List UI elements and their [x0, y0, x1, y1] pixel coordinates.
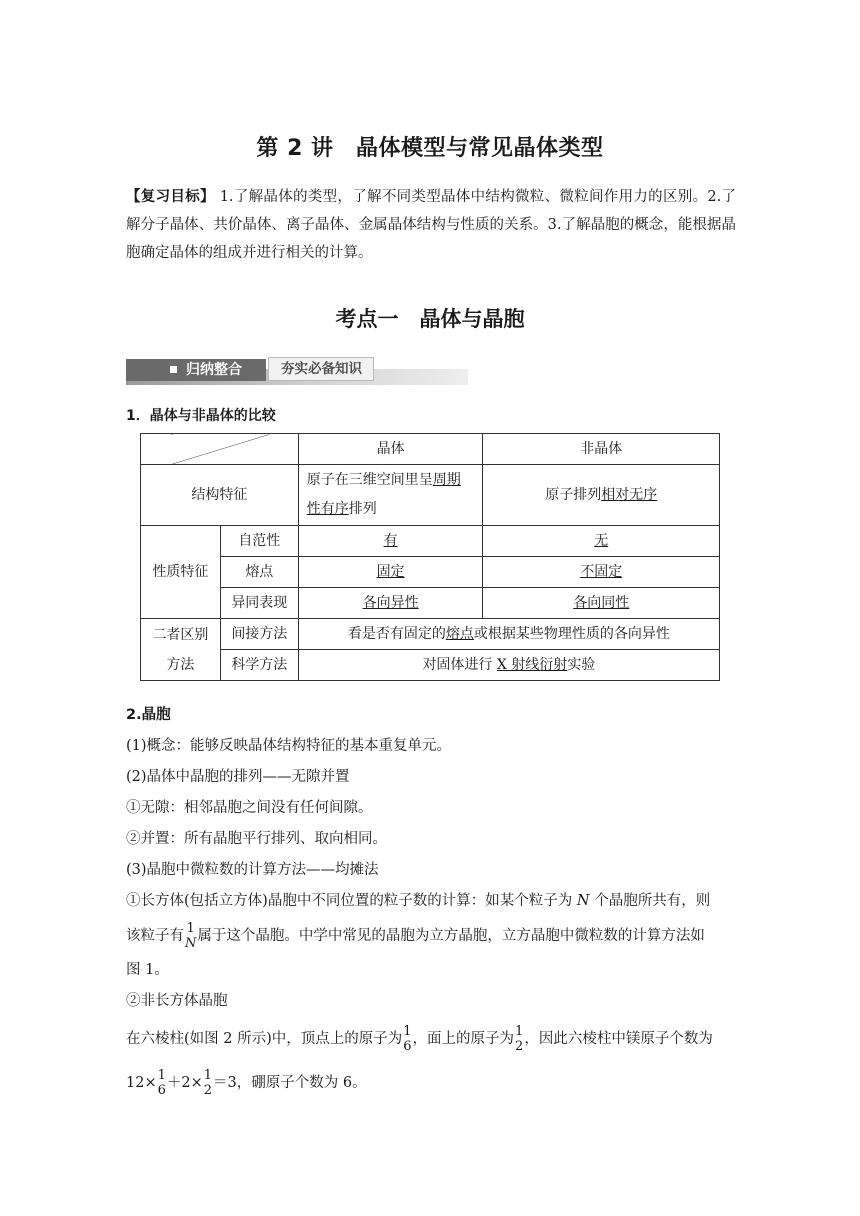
m1-label: 间接方法	[220, 619, 298, 650]
p3-crystal: 各向异性	[298, 588, 483, 619]
fraction: 1 2	[515, 1024, 524, 1054]
p1-crystal: 有	[298, 526, 483, 557]
fraction: 1 6	[403, 1024, 412, 1054]
banner-light-label: 夯实必备知识	[268, 357, 374, 381]
p2-label: 熔点	[220, 557, 298, 588]
table-row	[141, 465, 720, 526]
paragraph: 图 1。	[126, 962, 169, 978]
p3-label: 异同表现	[220, 588, 298, 619]
paragraph: 该粒子有 1 N 属于这个晶胞。中学中常见的晶胞为立方晶胞，立方晶胞中微粒数的计算方法如	[126, 921, 705, 951]
banner-dark-text: 归纳整合	[186, 362, 242, 378]
comparison-table	[140, 433, 720, 681]
m1-content: 看是否有固定的熔点或根据某些物理性质的各向异性	[298, 619, 719, 650]
fraction: 1 6	[157, 1068, 166, 1098]
table-row	[141, 557, 720, 588]
col-amorphous: 非晶体	[483, 434, 720, 465]
p2-amorphous: 不固定	[483, 557, 720, 588]
structure-amorphous: 原子排列相对无序	[483, 465, 720, 526]
diagonal-header-cell	[141, 434, 299, 465]
paragraph: 在六棱柱(如图 2 所示)中，顶点上的原子为 1 6 ，面上的原子为 1 2 ，因此六棱柱中镁原子个数为	[126, 1024, 713, 1054]
paragraph: ②非长方体晶胞	[126, 993, 228, 1009]
table-row	[141, 526, 720, 557]
paragraph: (3)晶胞中微粒数的计算方法——均摊法	[126, 862, 379, 878]
p1-label: 自范性	[220, 526, 298, 557]
paragraph: ①长方体(包括立方体)晶胞中不同位置的粒子数的计算：如某个粒子为 N 个晶胞所共有，则	[126, 893, 711, 909]
property-label: 性质特征	[141, 526, 221, 619]
m2-content: 对固体进行 X 射线衍射实验	[298, 650, 719, 681]
goals-tag: 【复习目标】	[126, 189, 215, 205]
structure-crystal: 原子在三维空间里呈周期性有序排列	[298, 465, 483, 526]
col-crystal: 晶体	[298, 434, 483, 465]
p2-crystal: 固定	[298, 557, 483, 588]
heading-unit-cell: 2.晶胞	[126, 707, 171, 723]
review-goals	[126, 183, 736, 267]
paragraph: (2)晶体中晶胞的排列——无隙并置	[126, 769, 350, 785]
fraction: 1 N	[185, 921, 197, 951]
fraction: 1 2	[203, 1068, 213, 1098]
section-title: 考点一 晶体与晶胞	[335, 307, 525, 331]
paragraph: 12× 1 6 ＋2× 1 2 ＝3，硼原子个数为 6。	[126, 1068, 367, 1098]
paragraph: ①无隙：相邻晶胞之间没有任何间隙。	[126, 800, 373, 816]
table-row	[141, 588, 720, 619]
page-title: 第 2 讲 晶体模型与常见晶体类型	[256, 136, 604, 161]
unit-cell-section	[126, 700, 736, 1105]
paragraph: (1)概念：能够反映晶体结构特征的基本重复单元。	[126, 738, 452, 754]
p1-amorphous: 无	[483, 526, 720, 557]
table-row	[141, 434, 720, 465]
table-row	[141, 650, 720, 681]
diff-label: 二者区别 方法	[141, 619, 221, 681]
section-banner	[126, 357, 468, 385]
m2-label: 科学方法	[220, 650, 298, 681]
heading-crystal-comparison: 1．晶体与非晶体的比较	[126, 408, 276, 424]
table-row	[141, 619, 720, 650]
square-bullet-icon	[170, 366, 177, 373]
structure-label: 结构特征	[141, 465, 299, 526]
banner-dark-label	[126, 359, 266, 381]
goals-text: 1.了解晶体的类型，了解不同类型晶体中结构微粒、微粒间作用力的区别。2.了解分子晶体、共价晶体、离子晶体、金属晶体结构与性质的关系。3.了解晶胞的概念，能根据晶胞确定晶体的组成并进行相关的计算。	[126, 189, 737, 261]
paragraph: ②并置：所有晶胞平行排列、取向相同。	[126, 831, 387, 847]
p3-amorphous: 各向同性	[483, 588, 720, 619]
